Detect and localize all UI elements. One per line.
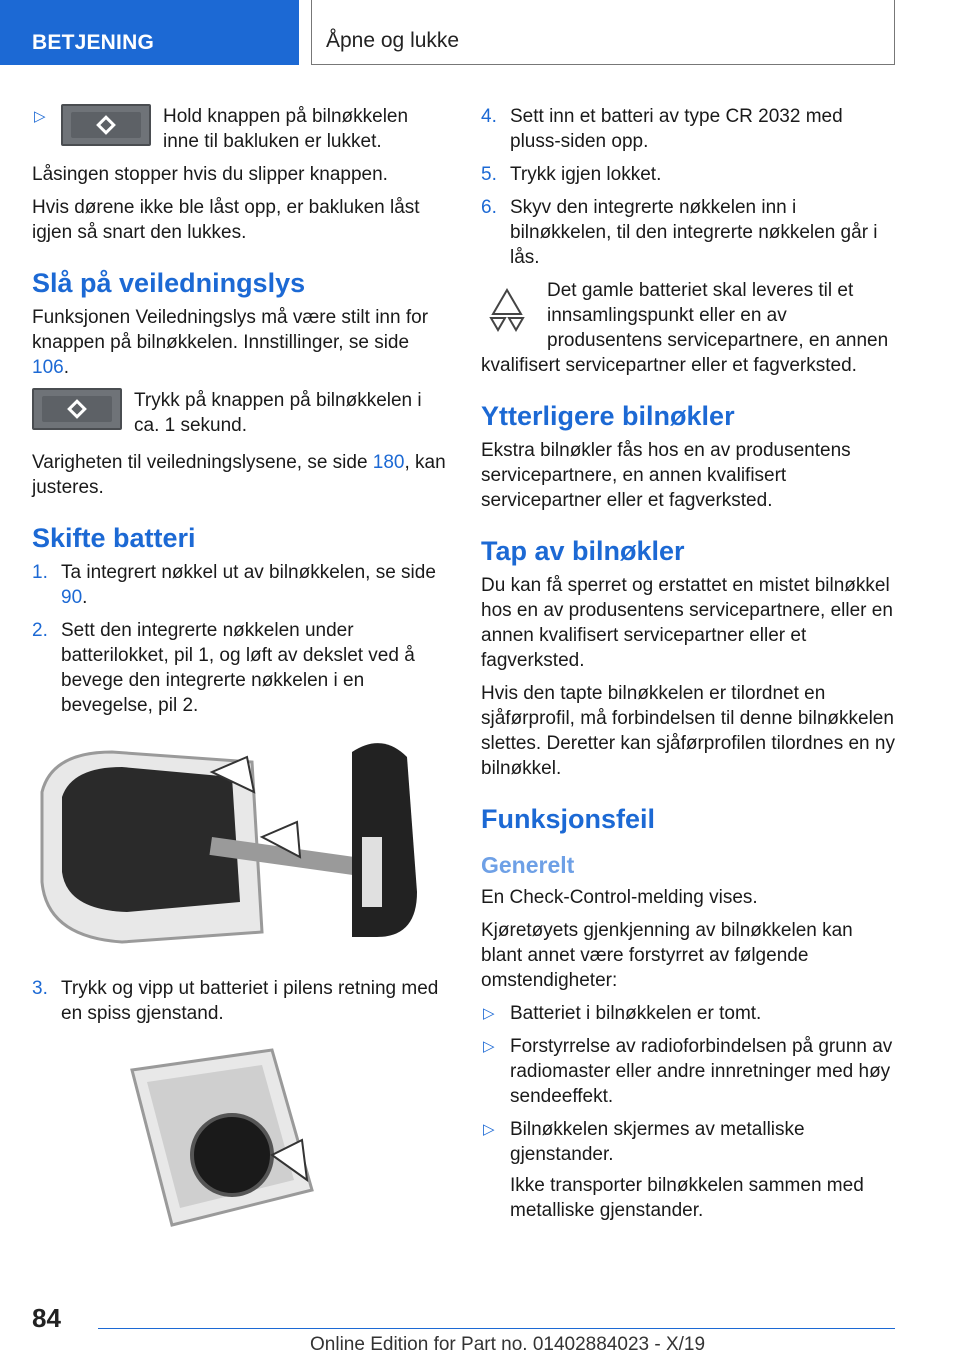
key-illustration-1 [32, 732, 446, 962]
page-link[interactable]: 180 [372, 452, 405, 473]
recycle-note [481, 278, 897, 378]
triangle-bullet-icon: ▷ [34, 108, 46, 125]
list-item: 5. Trykk igjen lokket. [481, 164, 662, 185]
paragraph: Låsingen stopper hvis du slipper knappen. [32, 164, 388, 185]
list-item [32, 104, 446, 154]
section-tab: BETJENING [0, 0, 299, 65]
heading-general: Generelt [481, 852, 575, 878]
paragraph: En Check-Control-melding vises. [481, 887, 758, 908]
page-title: Åpne og lukke [311, 0, 895, 65]
list-item: 4. Sett inn et batteri av type CR 2032 med pluss-siden opp. [481, 106, 843, 152]
left-column [32, 104, 446, 1254]
paragraph: Hvis den tapte bilnøkkelen er tilordnet en sjåførprofil, må forbindelsen til denne bilnøkkelen slettes. Deretter kan sjåførprofilen tilordnes en ny bilnøkkel. [481, 683, 895, 779]
heading-lost-keys: Tap av bilnøkler [481, 536, 685, 566]
list-item: ▷ Forstyrrelse av radioforbindelsen på grunn av radiomaster eller andre innretninger med høy sendeeffekt. [483, 1036, 893, 1107]
paragraph: Kjøretøyets gjenkjenning av bilnøkkelen kan blant annet være forstyrret av følgende omstendigheter: [481, 920, 853, 991]
bullet-text: Hold knappen på bilnøkkelen inne til bakluken er lukket. [163, 106, 409, 152]
list-item: 3. Trykk og vipp ut batteriet i pilens retning med en spiss gjenstand. [32, 978, 439, 1024]
edition-text: Online Edition for Part no. 01402884023 - X/19 [310, 1334, 706, 1355]
heading-extra-keys: Ytterligere bilnøkler [481, 401, 735, 431]
list-item: 6. Skyv den integrerte nøkkelen inn i bilnøkkelen, til den integrerte nøkkelen går i lås. [481, 197, 878, 268]
paragraph: Funksjonen Veiledningslys må være stilt inn for knappen på bilnøkkelen. Innstillinger, se side 106. [32, 307, 429, 378]
triangle-bullet-icon: ▷ [483, 1038, 495, 1055]
recycle-icon [481, 284, 533, 336]
paragraph: Hvis dørene ikke ble låst opp, er bakluken låst igjen så snart den lukkes. [32, 197, 420, 243]
key-illustration-2 [32, 1040, 446, 1240]
triangle-bullet-icon: ▷ [483, 1005, 495, 1022]
icon-note-text: Trykk på knappen på bilnøkkelen i ca. 1 sekund. [134, 390, 422, 436]
page-number: 84 [32, 1303, 61, 1333]
heading-malfunction: Funksjonsfeil [481, 804, 656, 834]
recycle-note-text: Det gamle batteriet skal leveres til et innsamlingspunkt eller en av produsentens servicepartnere, en annen kvalifisert servicepartner eller et fagverksted. [481, 280, 889, 376]
icon-note [32, 388, 446, 438]
paragraph: Ekstra bilnøkler fås hos en av produsentens servicepartnere, en annen kvalifisert servicepartner eller et fagverksted. [481, 440, 851, 511]
heading-battery: Skifte batteri [32, 523, 196, 553]
triangle-bullet-icon: ▷ [483, 1121, 495, 1138]
bullet-note: Ikke transporter bilnøkkelen sammen med metalliske gjenstander. [510, 1175, 864, 1221]
paragraph: Varigheten til veiledningslysene, se side 180, kan justeres. [32, 452, 446, 498]
footer-divider [98, 1328, 895, 1329]
right-column [481, 104, 897, 1231]
list-item: 2. Sett den integrerte nøkkelen under batterilokket, pil 1, og løft av dekslet ved å bevege den integrerte nøkkelen i en bevegelse, pil 2. [32, 620, 415, 716]
page-link[interactable]: 90 [61, 587, 83, 608]
list-item: ▷ Batteriet i bilnøkkelen er tomt. [483, 1003, 762, 1024]
list-item: 1. Ta integrert nøkkel ut av bilnøkkelen, se side 90. [32, 562, 436, 608]
key-button-icon [32, 388, 122, 430]
list-item: ▷ Bilnøkkelen skjermes av metalliske gjenstander. Ikke transporter bilnøkkelen sammen med metalliske gjenstander. [481, 1117, 897, 1223]
page-link[interactable]: 106 [32, 357, 64, 378]
key-button-icon [61, 104, 151, 146]
paragraph: Du kan få sperret og erstattet en mistet bilnøkkel hos en av produsentens servicepartnere, eller en annen kvalifisert servicepartner eller et fagverksted. [481, 575, 893, 671]
heading-guide-light: Slå på veiledningslys [32, 268, 306, 298]
